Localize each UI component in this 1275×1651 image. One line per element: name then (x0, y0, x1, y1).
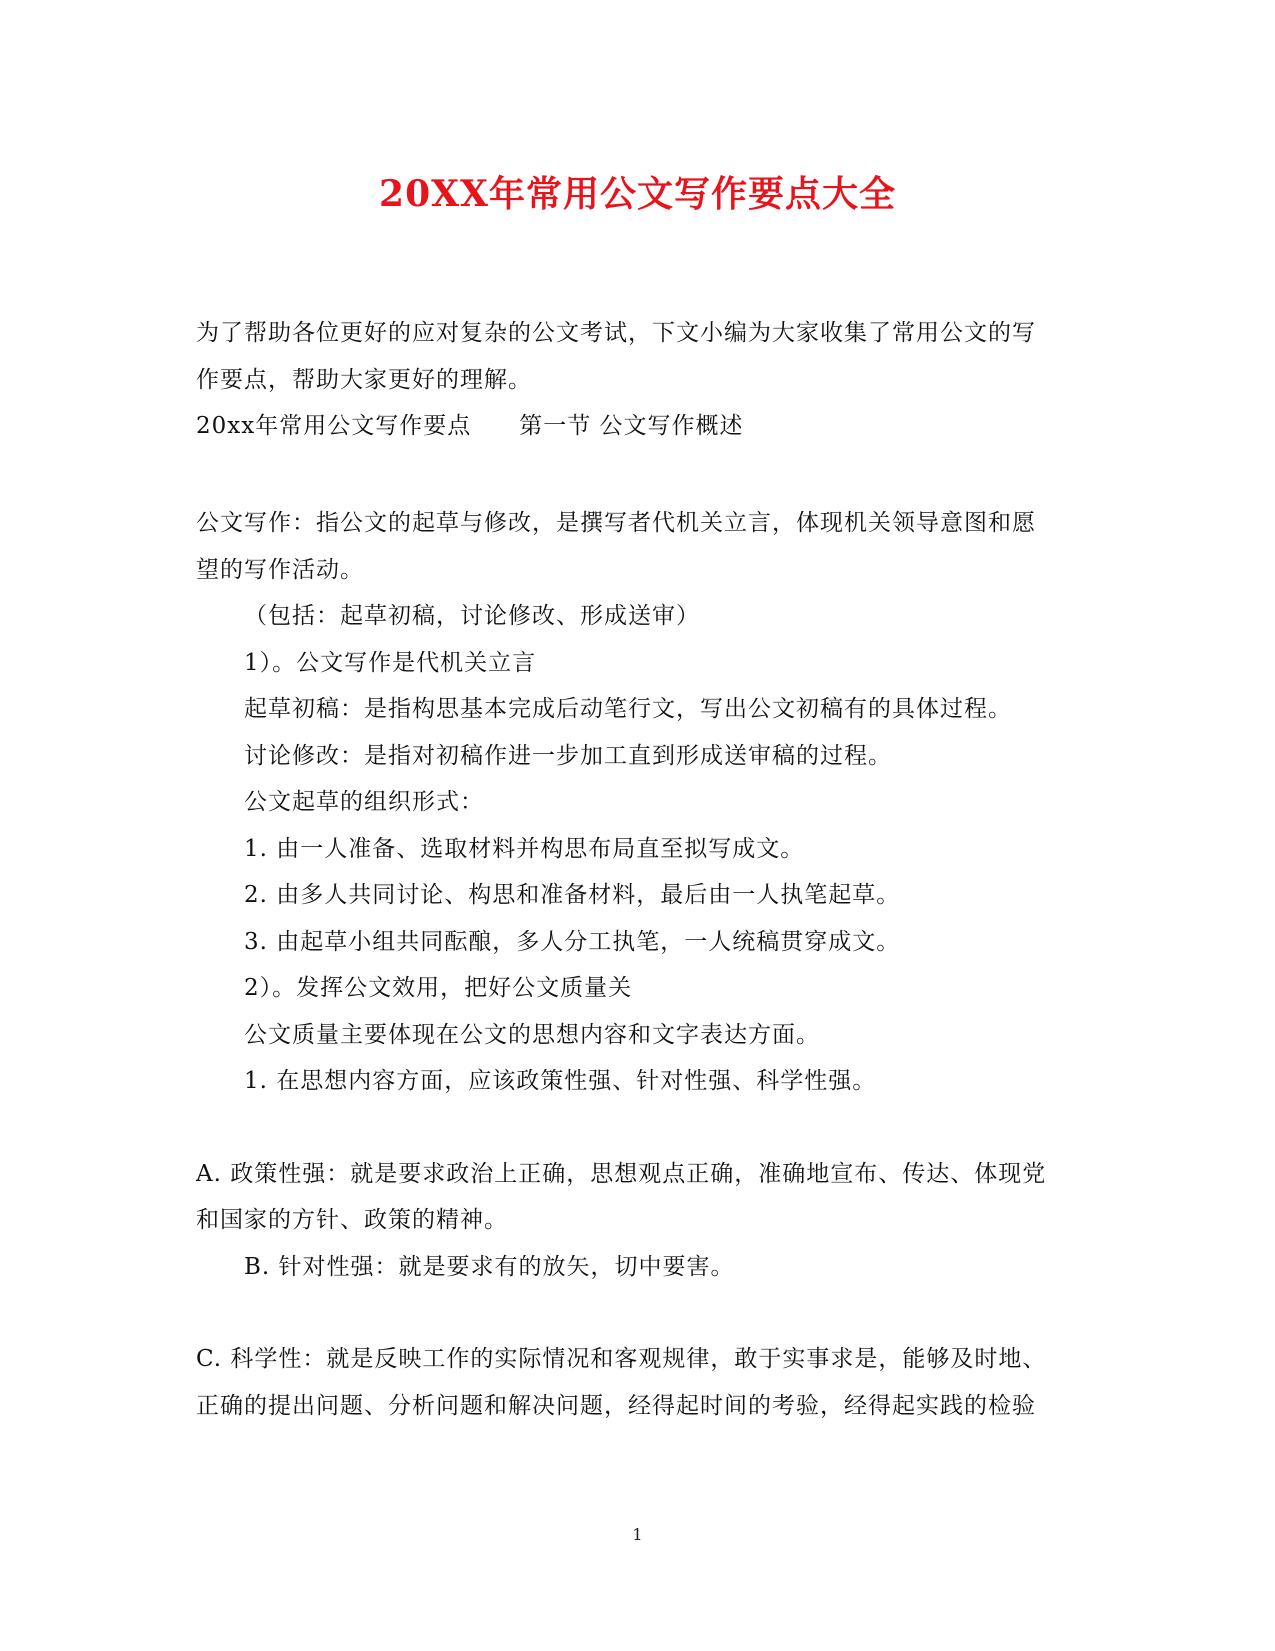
subtitle-right: 第一节 公文写作概述 (519, 413, 744, 439)
item-a-line-1: A. 政策性强：就是要求政治上正确，思想观点正确，准确地宣布、传达、体现党 (196, 1161, 1047, 1187)
document-title: 20XX年常用公文写作要点大全 (379, 173, 896, 215)
definition-line-2: 望的写作活动。 (196, 557, 364, 583)
item-a-line-2: 和国家的方针、政策的精神。 (196, 1207, 508, 1233)
definition-line-1: 公文写作：指公文的起草与修改，是撰写者代机关立言，体现机关领导意图和愿 (196, 510, 1036, 536)
org-form-3: 3. 由起草小组共同酝酿，多人分工执笔，一人统稿贯穿成文。 (244, 929, 901, 955)
org-form-2: 2. 由多人共同讨论、构思和准备材料，最后由一人执笔起草。 (244, 882, 901, 908)
item-c-line-1: C. 科学性：就是反映工作的实际情况和客观规律，敢于实事求是，能够及时地、 (196, 1346, 1047, 1372)
section-heading-line (196, 411, 744, 441)
point-2-heading: 2）。发挥公文效用，把好公文质量关 (244, 975, 633, 1001)
content-item-1: 1. 在思想内容方面，应该政策性强、针对性强、科学性强。 (244, 1068, 877, 1094)
revise-definition: 讨论修改：是指对初稿作进一步加工直到形成送审稿的过程。 (244, 743, 892, 769)
item-b-line: B. 针对性强：就是要求有的放矢，切中要害。 (244, 1254, 735, 1280)
point-1-heading: 1）。公文写作是代机关立言 (244, 650, 537, 676)
quality-statement: 公文质量主要体现在公文的思想内容和文字表达方面。 (244, 1022, 820, 1048)
intro-line-1: 为了帮助各位更好的应对复杂的公文考试，下文小编为大家收集了常用公文的写 (196, 320, 1036, 346)
includes-line: （包括：起草初稿，讨论修改、形成送审） (244, 603, 700, 629)
item-c-line-2: 正确的提出问题、分析问题和解决问题，经得起时间的考验，经得起实践的检验 (196, 1393, 1036, 1419)
org-forms-heading: 公文起草的组织形式： (244, 789, 484, 815)
subtitle-left: 20xx年常用公文写作要点 (196, 413, 472, 439)
draft-definition: 起草初稿：是指构思基本完成后动笔行文，写出公文初稿有的具体过程。 (244, 696, 1012, 722)
intro-line-2: 作要点，帮助大家更好的理解。 (196, 367, 532, 393)
org-form-1: 1. 由一人准备、选取材料并构思布局直至拟写成文。 (244, 836, 805, 862)
page-number: 1 (632, 1525, 643, 1544)
